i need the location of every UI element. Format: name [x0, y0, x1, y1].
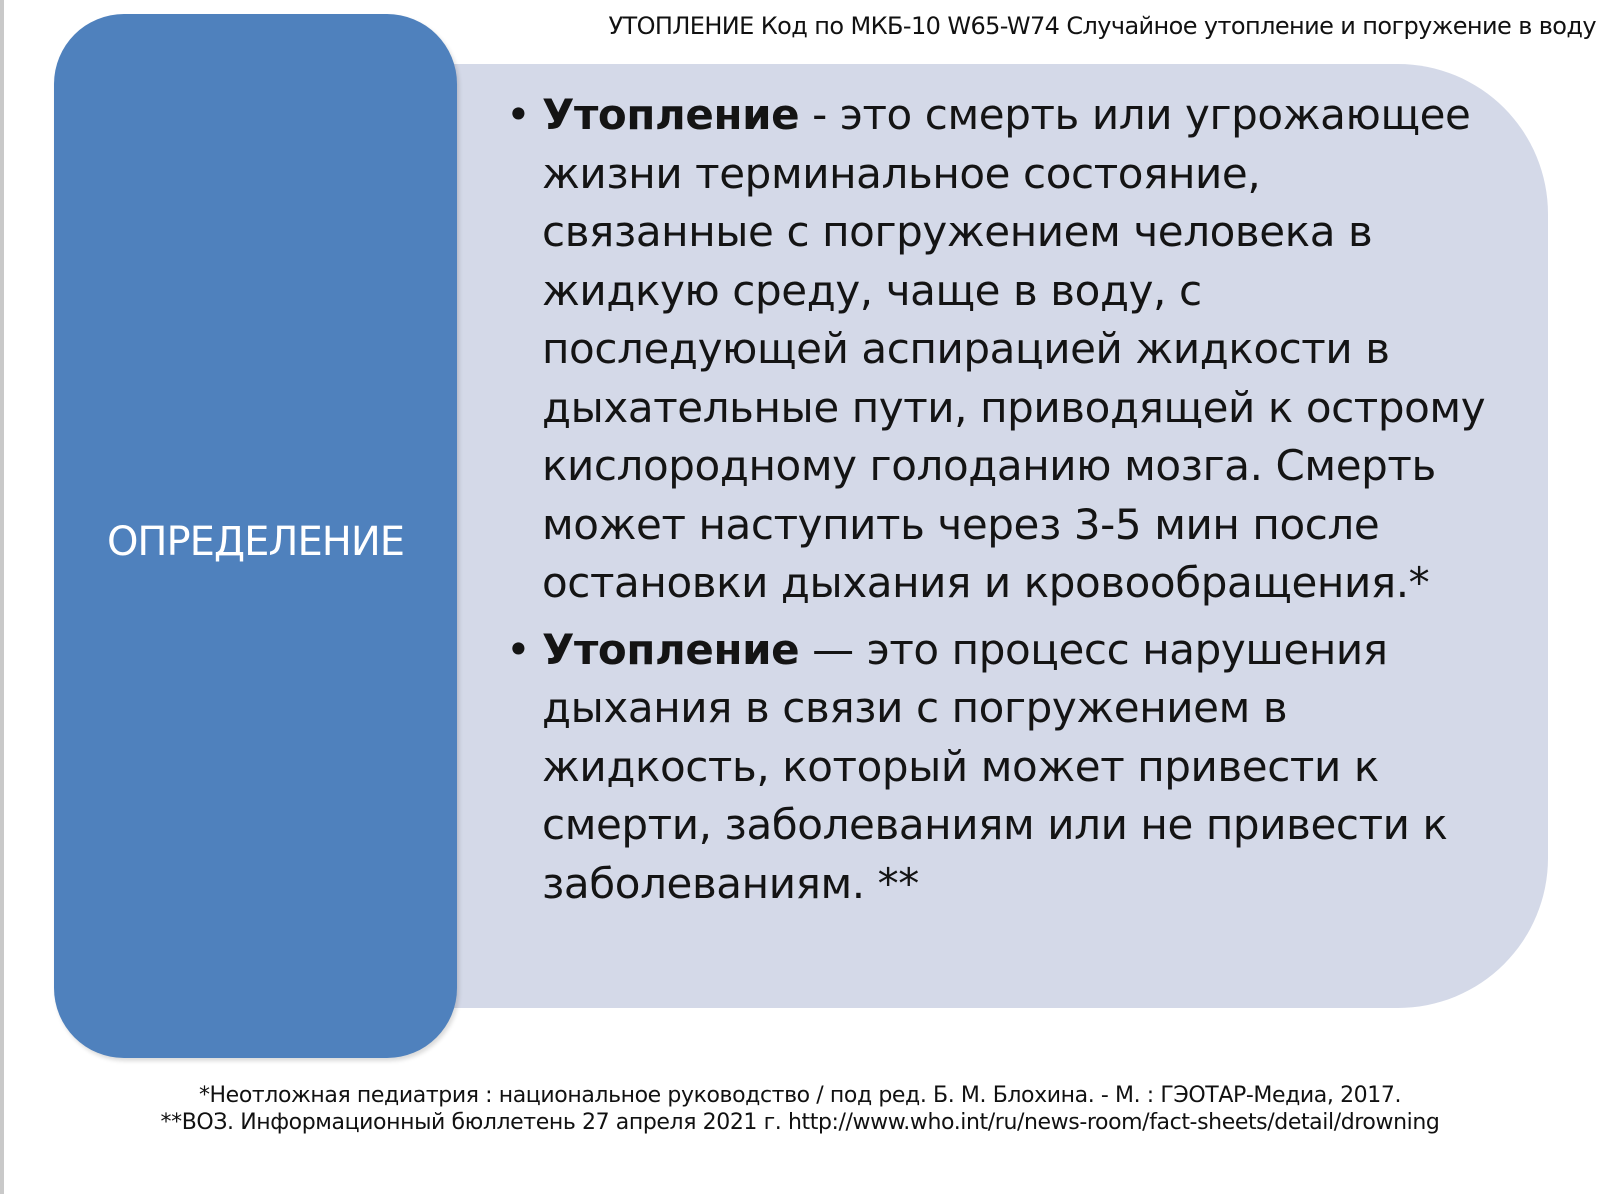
definition-text: - это смерть или угрожающее жизни терминальное состояние, связанные с погружением человека в жидкую среду, чаще в воду, с последующей аспирацией жидкости в дыхательные пути, приводящей к острому кислородному голоданию мозга. Смерть может наступить через 3-5 мин после остановки дыхания и кровообращения.* — [542, 90, 1486, 607]
definition-term: Утопление — [542, 90, 800, 139]
list-item — [506, 621, 1486, 914]
page-edge — [0, 0, 4, 1194]
list-item — [506, 86, 1486, 613]
definition-text: — это процесс нарушения дыхания в связи с погружением в жидкость, который может привести к смерти, заболеваниям или не привести к заболеваниям. ** — [542, 624, 1448, 908]
bullet-marker: • — [506, 90, 531, 139]
page-title: УТОПЛЕНИЕ Код по МКБ-10 W65-W74 Случайное утопление и погружение в воду — [608, 12, 1596, 40]
footnote-1: *Неотложная педиатрия : национальное руководство / под ред. Б. М. Блохина. - М. : ГЭОТАР-Медиа, 2017. — [198, 1083, 1402, 1108]
section-label-box — [54, 14, 457, 1058]
definition-term: Утопление — [542, 624, 800, 674]
definition-list — [506, 86, 1486, 921]
section-label: ОПРЕДЕЛЕНИЕ — [106, 519, 405, 565]
footnote-2: **ВОЗ. Информационный бюллетень 27 апреля 2021 г. http://www.who.int/ru/news-room/fact-sheets/detail/drowning — [160, 1110, 1440, 1135]
footnotes — [60, 1082, 1540, 1136]
bullet-marker: • — [506, 624, 531, 674]
